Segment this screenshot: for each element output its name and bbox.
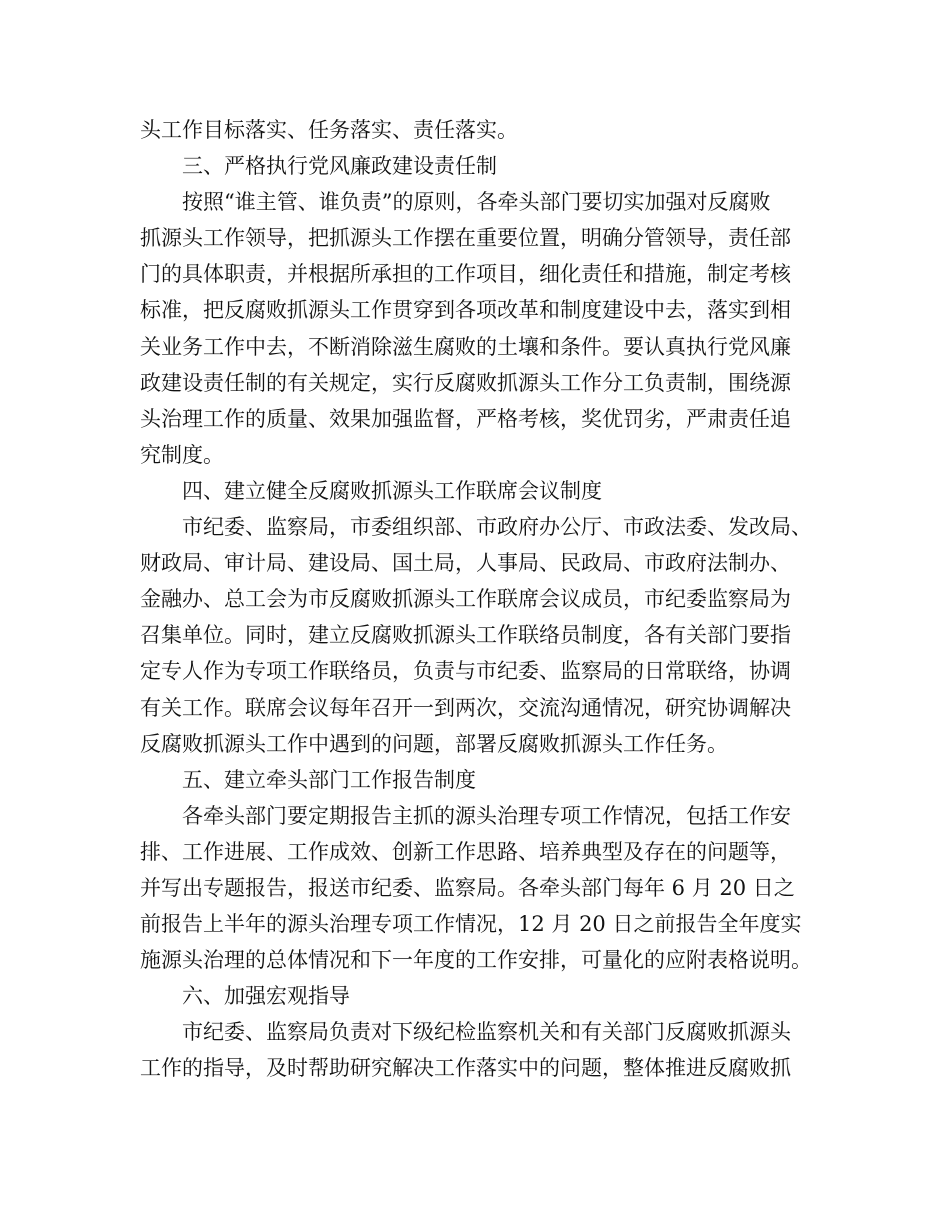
paragraph-line: 前报告上半年的源头治理专项工作情况，12 月 20 日之前报告全年度实 bbox=[140, 912, 802, 937]
paragraph-line: 施源头治理的总体情况和下一年度的工作安排，可量化的应附表格说明。 bbox=[140, 948, 812, 973]
paragraph-line: 财政局、审计局、建设局、国土局，人事局、民政局、市政府法制办、 bbox=[140, 551, 791, 576]
paragraph-line: 头治理工作的质量、效果加强监督，严格考核，奖优罚劣，严肃责任追 bbox=[140, 406, 791, 431]
paragraph-line: 标准，把反腐败抓源头工作贯穿到各项改革和制度建设中去，落实到相 bbox=[140, 298, 791, 323]
paragraph-line-indented: 三、严格执行党风廉政建设责任制 bbox=[182, 154, 497, 179]
paragraph-line-indented: 各牵头部门要定期报告主抓的源头治理专项工作情况，包括工作安 bbox=[182, 803, 791, 828]
paragraph-line: 头工作目标落实、任务落实、责任落实。 bbox=[140, 118, 518, 142]
paragraph-line: 金融办、总工会为市反腐败抓源头工作联席会议成员，市纪委监察局为 bbox=[140, 587, 791, 612]
paragraph-line: 反腐败抓源头工作中遇到的问题，部署反腐败抓源头工作任务。 bbox=[140, 731, 728, 756]
paragraph-line-indented: 六、加强宏观指导 bbox=[182, 984, 350, 1009]
document-body bbox=[140, 112, 820, 1087]
paragraph-line: 究制度。 bbox=[140, 442, 224, 467]
paragraph-line: 召集单位。同时，建立反腐败抓源头工作联络员制度，各有关部门要指 bbox=[140, 623, 791, 648]
paragraph-line-indented: 按照“谁主管、谁负责”的原则，各牵头部门要切实加强对反腐败 bbox=[182, 190, 771, 215]
paragraph-line: 有关工作。联席会议每年召开一到两次，交流沟通情况，研究协调解决 bbox=[140, 695, 791, 720]
paragraph-line: 定专人作为专项工作联络员，负责与市纪委、监察局的日常联络，协调 bbox=[140, 659, 791, 684]
paragraph-line-indented: 五、建立牵头部门工作报告制度 bbox=[182, 767, 476, 792]
paragraph-line: 排、工作进展、工作成效、创新工作思路、培养典型及存在的问题等， bbox=[140, 839, 791, 864]
paragraph-line-indented: 市纪委、监察局负责对下级纪检监察机关和有关部门反腐败抓源头 bbox=[182, 1020, 791, 1045]
paragraph-line: 抓源头工作领导，把抓源头工作摆在重要位置，明确分管领导，责任部 bbox=[140, 226, 791, 251]
paragraph-line: 政建设责任制的有关规定，实行反腐败抓源头工作分工负责制，围绕源 bbox=[140, 370, 791, 395]
paragraph-line: 门的具体职责，并根据所承担的工作项目，细化责任和措施，制定考核 bbox=[140, 262, 791, 287]
paragraph-line-indented: 四、建立健全反腐败抓源头工作联席会议制度 bbox=[182, 478, 602, 503]
paragraph-line-indented: 市纪委、监察局，市委组织部、市政府办公厅、市政法委、发改局、 bbox=[182, 515, 812, 540]
paragraph-line: 工作的指导，及时帮助研究解决工作落实中的问题，整体推进反腐败抓 bbox=[140, 1056, 791, 1081]
paragraph-line: 并写出专题报告，报送市纪委、监察局。各牵头部门每年 6 月 20 日之 bbox=[140, 875, 795, 900]
paragraph-line: 关业务工作中去，不断消除滋生腐败的土壤和条件。要认真执行党风廉 bbox=[140, 334, 791, 359]
